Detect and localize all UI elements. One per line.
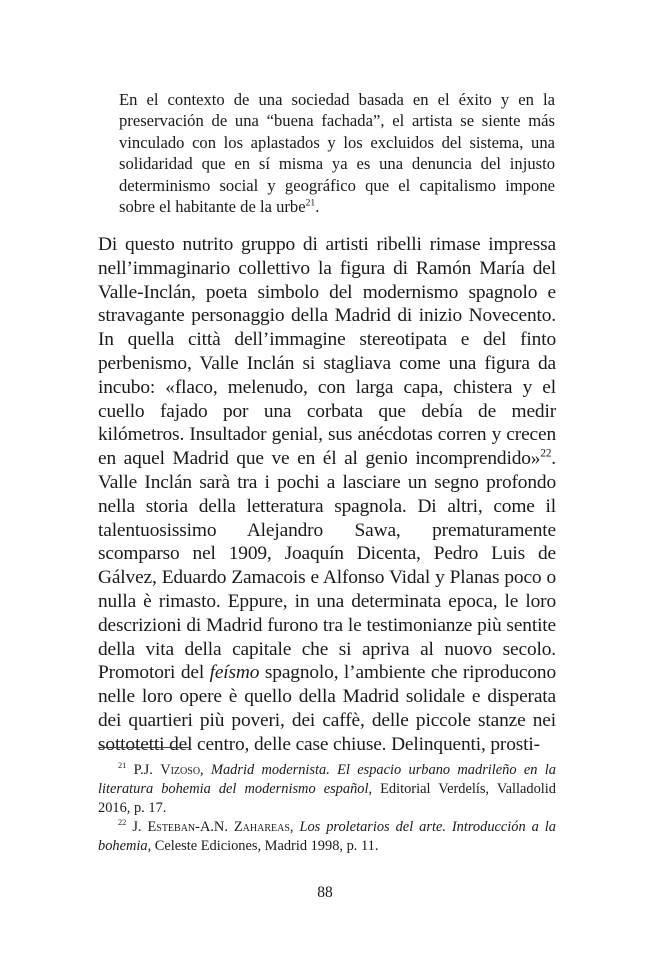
quote-text: En el contexto de una sociedad basada en el éxito y en la preservación de una “buena fachada”, el artista se siente más vinculado con los aplastados y los excluidos del sistema, una solidaridad que en sí misma ya es una denuncia del injusto determinismo social y geográfico que el capitalismo impone sobre el habitante de la urbe [119,90,555,217]
footnote-21 [98,761,556,818]
footnote-author-surname: Vizoso [160,762,201,778]
footnote-author-surname: Esteban-A.N. Zahareas [147,819,290,835]
main-paragraph [98,233,556,757]
footnote-sep: , [289,819,300,835]
italic-term: feísmo [209,662,260,684]
page-number: 88 [317,884,333,901]
footnote-author-initials: P.J. [133,762,161,778]
footnote-title: Los proletarios del arte. Introducción a la bohemia [98,819,556,854]
footnote-ref-22: 22 [540,447,552,460]
footnote-separator [98,747,190,748]
main-text-part-2: . Valle Inclán sarà tra i pochi a lasciare un segno profondo nella storia della letteratura spagnola. Di altri, come il talentuosissimo Alejandro Sawa, prematuramente scomparso nel 1909, Joaquín Dicenta, Pedro Luis de Gálvez, Eduardo Zamacois e Alfonso Vidal y Planas poco o nulla è rimasto. Eppure, in una determinata epoca, le loro descrizioni di Madrid furono tra le testimonianze più sentite della vita della capitale che si apriva al nuovo secolo. Promotori del [98,448,556,684]
quote-paragraph [119,89,555,217]
footnote-ref-21: 21 [305,197,316,209]
main-text-part-3: spagnolo, l’ambiente che riproducono nelle loro opere è quello della Madrid solidale e disperata dei quartieri più poveri, dei caffè, delle piccole stanze nei sottotetti del centro, delle case chiuse. Delinquenti, prosti- [98,662,556,755]
footnote-rest: , Editorial Verdelís, Valladolid 2016, p. 17. [98,781,556,816]
main-text [98,233,556,757]
footnote-author-initials: J. [132,819,148,835]
footnote-sep: , [200,762,211,778]
footnote-rest: , Celeste Ediciones, Madrid 1998, p. 11. [147,838,379,854]
footnote-number: 22 [118,818,127,828]
footnote-number: 21 [118,761,127,771]
footnotes [98,761,556,856]
block-quote [119,89,555,217]
quote-end: . [315,197,320,217]
main-text-part-1: Di questo nutrito gruppo di artisti ribelli rimase impressa nell’immaginario collettivo la figura di Ramón María del Valle-Inclán, poeta simbolo del modernismo spagnolo e stravagante personaggio della Madrid di inizio Novecento. In quella città dell’immagine stereotipata e del finto perbenismo, Valle Inclán si stagliava come una figura da incubo: «flaco, melenudo, con larga capa, chistera y el cuello fajado por una corbata que debía de medir kilómetros. Insultador genial, sus anécdotas corren y crecen en aquel Madrid que ve en él al genio incomprendido» [98,234,556,470]
footnote-title: Madrid modernista. El espacio urbano madrileño en la literatura bohemia del modernismo español [98,762,556,797]
footnote-22 [98,818,556,856]
